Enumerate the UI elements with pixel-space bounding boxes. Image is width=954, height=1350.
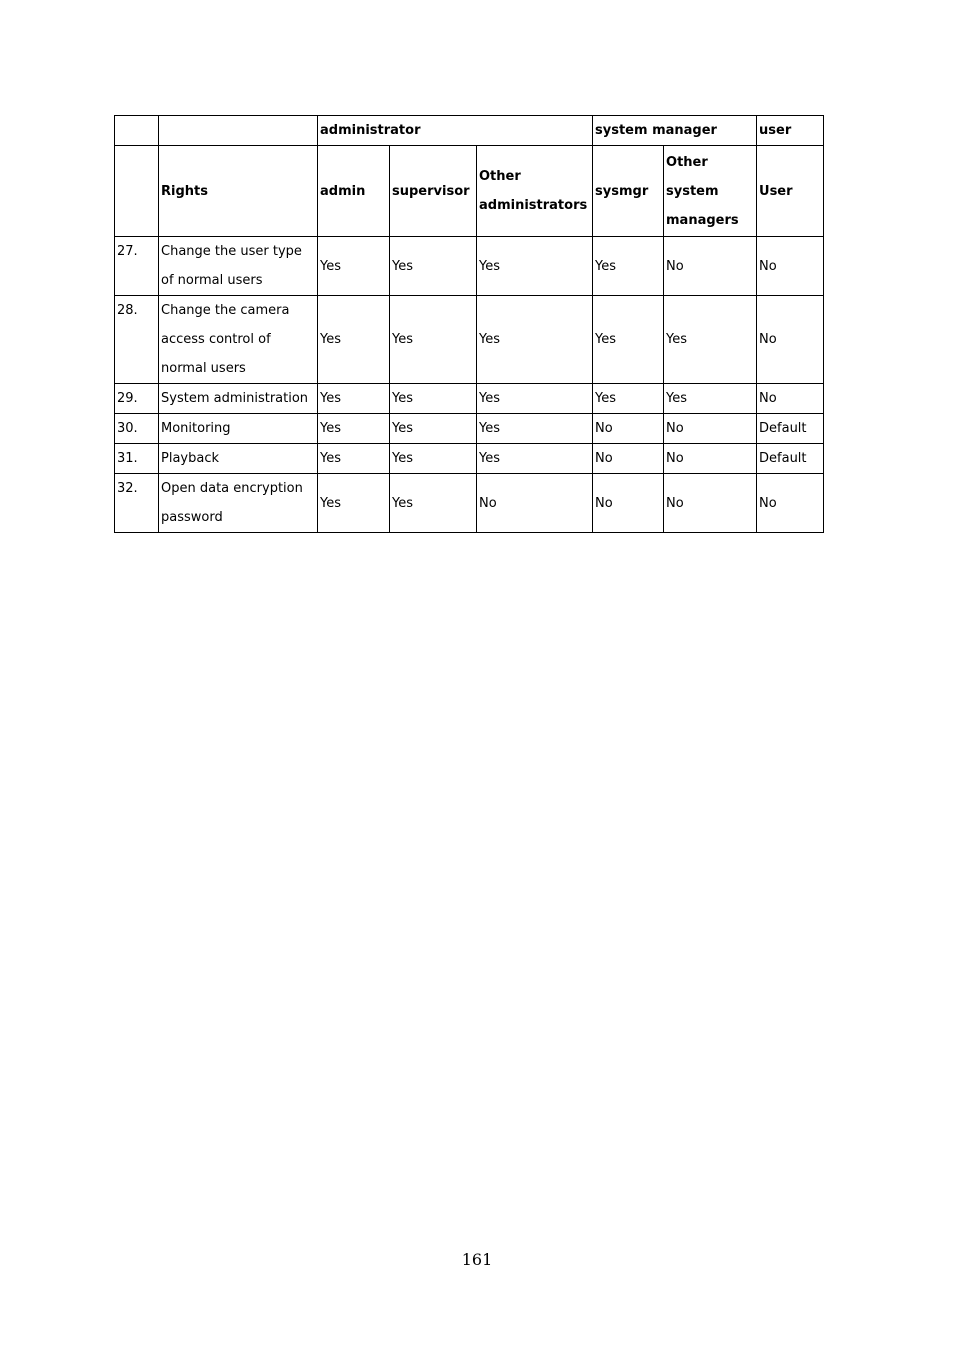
other-admins-value: Yes <box>477 237 593 296</box>
row-number: 27. <box>115 237 159 296</box>
table-row <box>115 237 824 296</box>
row-number: 32. <box>115 474 159 533</box>
other-sysmgrs-value: No <box>664 444 757 474</box>
table-row <box>115 474 824 533</box>
other-admins-value: Yes <box>477 444 593 474</box>
header-other-administrators: Other administrators <box>477 146 593 237</box>
header-rights: Rights <box>159 146 318 237</box>
row-number: 31. <box>115 444 159 474</box>
header-other-system-managers: Other system managers <box>664 146 757 237</box>
group-system-manager: system manager <box>593 116 757 146</box>
supervisor-value: Yes <box>390 384 477 414</box>
header-supervisor: supervisor <box>390 146 477 237</box>
supervisor-value: Yes <box>390 474 477 533</box>
header-admin: admin <box>318 146 390 237</box>
right-name: Playback <box>159 444 318 474</box>
group-blank-cell <box>159 116 318 146</box>
right-name: Change the user type of normal users <box>159 237 318 296</box>
supervisor-value: Yes <box>390 444 477 474</box>
other-sysmgrs-value: No <box>664 237 757 296</box>
admin-value: Yes <box>318 237 390 296</box>
header-user: User <box>757 146 824 237</box>
user-value: No <box>757 474 824 533</box>
admin-value: Yes <box>318 384 390 414</box>
user-value: No <box>757 296 824 384</box>
right-name: System administration <box>159 384 318 414</box>
table-row <box>115 444 824 474</box>
group-user: user <box>757 116 824 146</box>
user-value: Default <box>757 444 824 474</box>
table-row <box>115 296 824 384</box>
sysmgr-value: No <box>593 444 664 474</box>
other-admins-value: No <box>477 474 593 533</box>
sysmgr-value: Yes <box>593 296 664 384</box>
group-header-row <box>115 116 824 146</box>
header-sysmgr: sysmgr <box>593 146 664 237</box>
table-row <box>115 414 824 444</box>
group-blank-cell <box>115 116 159 146</box>
user-value: No <box>757 384 824 414</box>
other-admins-value: Yes <box>477 296 593 384</box>
row-number: 30. <box>115 414 159 444</box>
other-admins-value: Yes <box>477 384 593 414</box>
admin-value: Yes <box>318 474 390 533</box>
right-name: Open data encryption password <box>159 474 318 533</box>
row-number: 29. <box>115 384 159 414</box>
table-row <box>115 384 824 414</box>
header-num <box>115 146 159 237</box>
sysmgr-value: No <box>593 474 664 533</box>
supervisor-value: Yes <box>390 237 477 296</box>
user-value: No <box>757 237 824 296</box>
admin-value: Yes <box>318 296 390 384</box>
group-administrator: administrator <box>318 116 593 146</box>
sysmgr-value: Yes <box>593 237 664 296</box>
column-header-row <box>115 146 824 237</box>
row-number: 28. <box>115 296 159 384</box>
supervisor-value: Yes <box>390 414 477 444</box>
sysmgr-value: No <box>593 414 664 444</box>
other-sysmgrs-value: No <box>664 414 757 444</box>
other-admins-value: Yes <box>477 414 593 444</box>
other-sysmgrs-value: Yes <box>664 296 757 384</box>
right-name: Change the camera access control of normal users <box>159 296 318 384</box>
page-number: 161 <box>461 1250 493 1269</box>
other-sysmgrs-value: Yes <box>664 384 757 414</box>
admin-value: Yes <box>318 444 390 474</box>
admin-value: Yes <box>318 414 390 444</box>
user-value: Default <box>757 414 824 444</box>
supervisor-value: Yes <box>390 296 477 384</box>
other-sysmgrs-value: No <box>664 474 757 533</box>
right-name: Monitoring <box>159 414 318 444</box>
rights-table <box>114 115 824 533</box>
sysmgr-value: Yes <box>593 384 664 414</box>
